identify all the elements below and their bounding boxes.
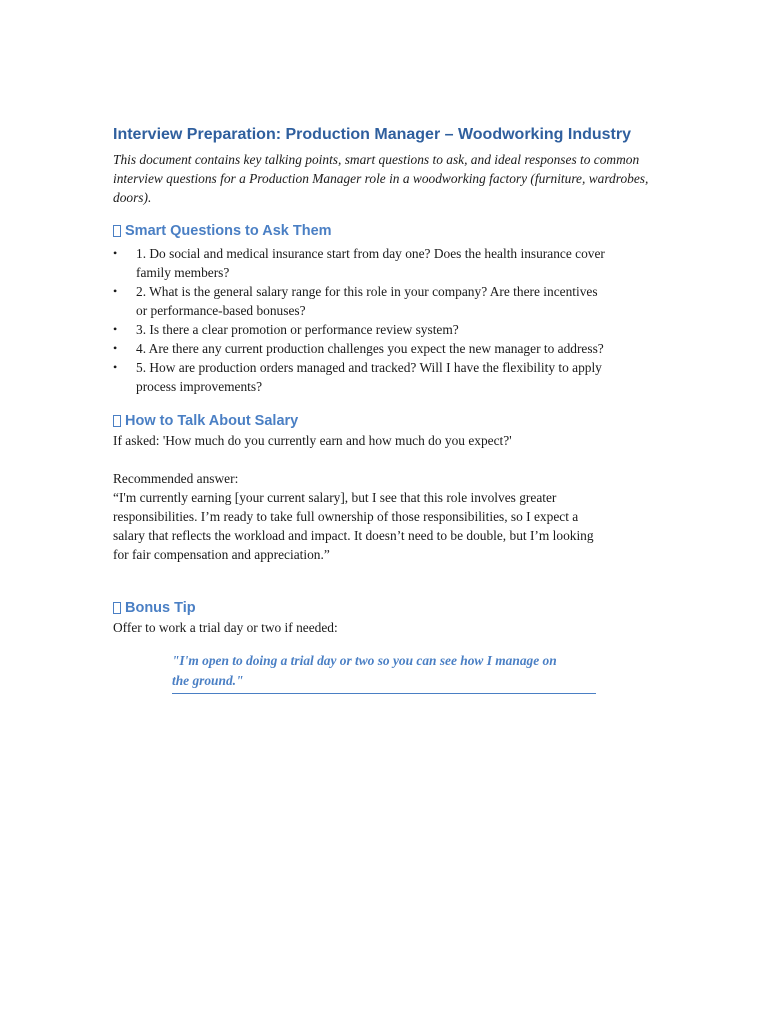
salary-prompt: If asked: 'How much do you currently earn and how much do you expect?' xyxy=(113,433,512,448)
bullet-icon: • xyxy=(113,341,118,355)
list-item-line: family members? xyxy=(136,265,230,280)
answer-line: for fair compensation and appreciation.” xyxy=(113,547,330,562)
list-item-line: 5. How are production orders managed and tracked? Will I have the flexibility to apply xyxy=(136,360,602,375)
list-item-line: 3. Is there a clear promotion or performance review system? xyxy=(136,322,459,337)
salary-answer xyxy=(113,488,658,564)
answer-line: responsibilities. I’m ready to take full ownership of those responsibilities, so I expect a xyxy=(113,509,579,524)
bullet-icon: • xyxy=(113,246,118,260)
salary-heading xyxy=(113,411,658,431)
bonus-quote xyxy=(172,651,596,694)
list-item xyxy=(113,282,658,320)
bullet-icon: • xyxy=(113,322,118,336)
bullet-icon: • xyxy=(113,284,118,298)
answer-line: salary that reflects the workload and impact. It doesn’t need to be double, but I’m looking xyxy=(113,528,594,543)
list-item-line: or performance-based bonuses? xyxy=(136,303,306,318)
list-item xyxy=(113,339,658,358)
questions-heading-text: Smart Questions to Ask Them xyxy=(125,223,332,239)
document-title: Interview Preparation: Production Manager – Woodworking Industry xyxy=(113,126,631,143)
document-intro: This document contains key talking points, smart questions to ask, and ideal responses to common interview questions for a Production Manager role in a woodworking factory (furniture, wardrobes, doors). xyxy=(113,152,649,205)
quote-line: "I'm open to doing a trial day or two so you can see how I manage on xyxy=(172,653,557,668)
bonus-heading xyxy=(113,598,658,618)
answer-label: Recommended answer: xyxy=(113,471,239,486)
document-page xyxy=(113,124,658,694)
bonus-text: Offer to work a trial day or two if needed: xyxy=(113,620,338,635)
list-item xyxy=(113,320,658,339)
list-item-line: 4. Are there any current production challenges you expect the new manager to address? xyxy=(136,341,604,356)
answer-line: “I'm currently earning [your current salary], but I see that this role involves greater xyxy=(113,490,557,505)
list-item-line: 1. Do social and medical insurance start from day one? Does the health insurance cover xyxy=(136,246,605,261)
questions-list xyxy=(113,244,658,396)
missing-glyph-icon xyxy=(113,225,121,237)
missing-glyph-icon xyxy=(113,415,121,427)
bonus-heading-text: Bonus Tip xyxy=(125,600,196,616)
salary-heading-text: How to Talk About Salary xyxy=(125,413,299,429)
list-item xyxy=(113,244,658,282)
quote-line: the ground." xyxy=(172,673,244,688)
list-item-line: process improvements? xyxy=(136,379,263,394)
list-item xyxy=(113,358,658,396)
bullet-icon: • xyxy=(113,360,118,374)
list-item-line: 2. What is the general salary range for this role in your company? Are there incentives xyxy=(136,284,598,299)
questions-heading xyxy=(113,221,658,241)
quote-text xyxy=(172,651,596,691)
missing-glyph-icon xyxy=(113,602,121,614)
